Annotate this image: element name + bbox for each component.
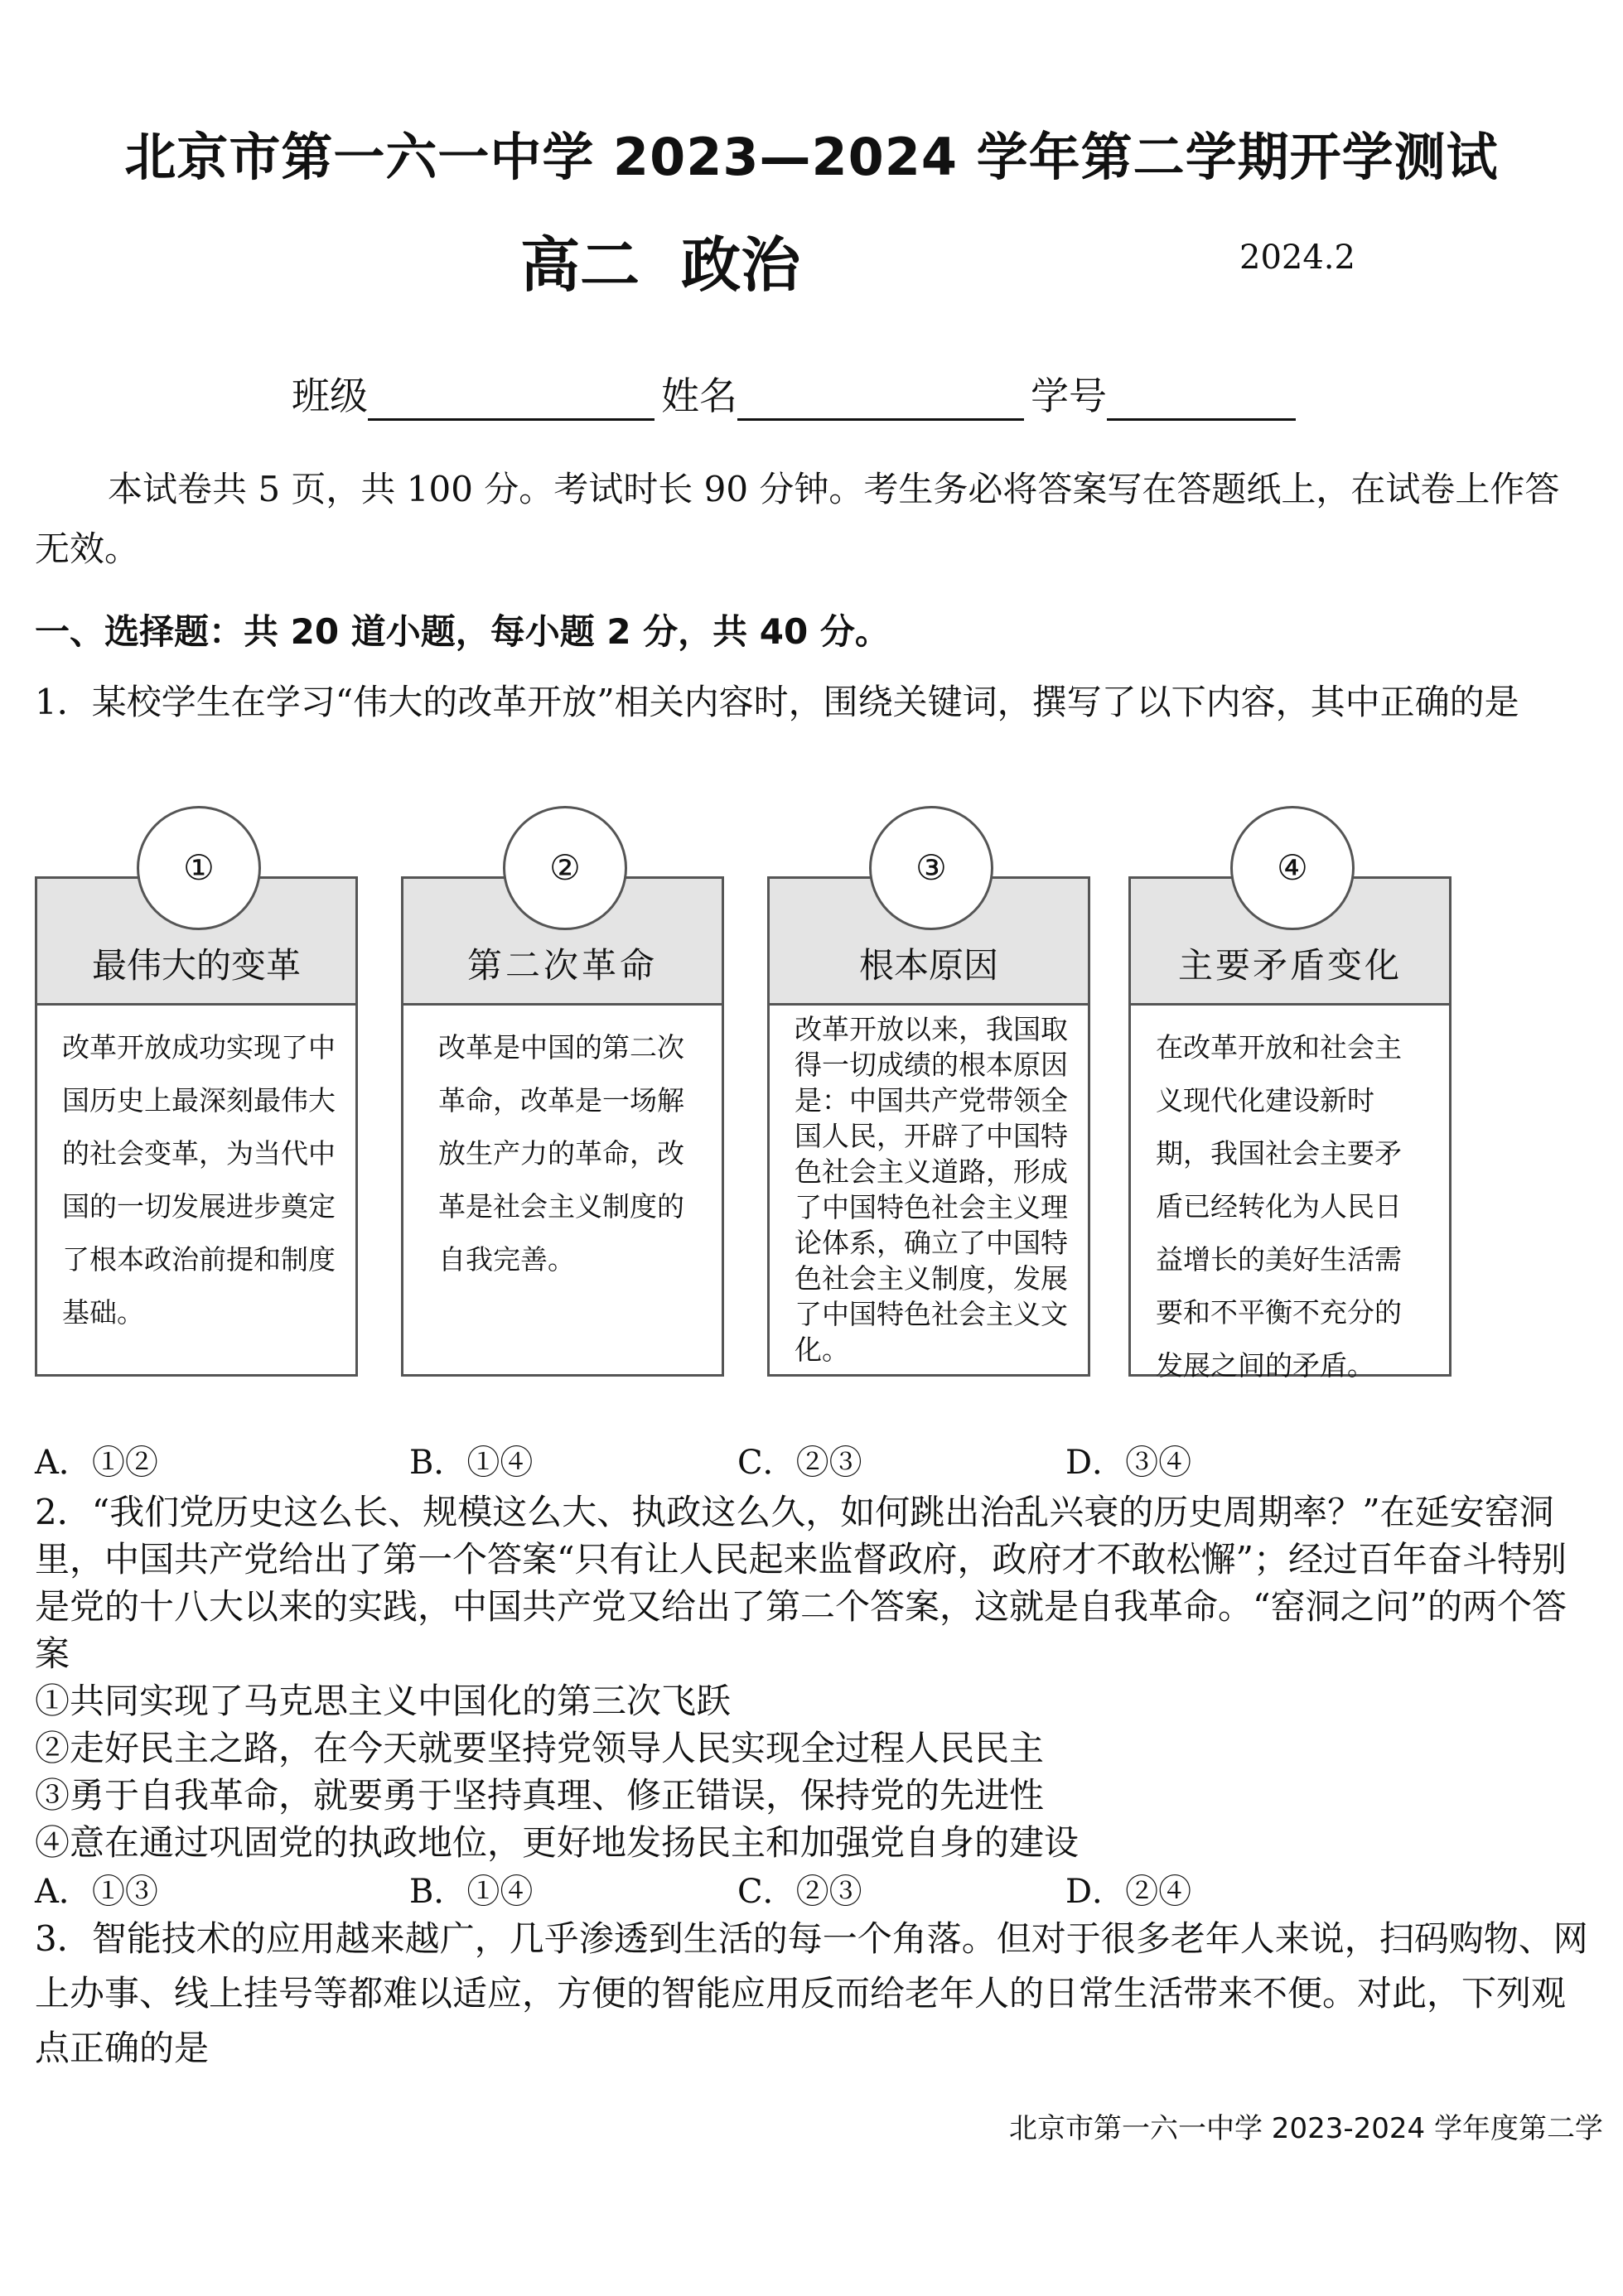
page-footer: 北京市第一六一中学 2023-2024 学年度第二学 xyxy=(1009,2112,1603,2145)
question-1-options xyxy=(35,1436,1592,1489)
concept-card-2 xyxy=(401,847,724,1377)
student-info-fields xyxy=(292,366,1302,421)
card-title: 最伟大的变革 xyxy=(91,945,301,986)
question-3-stem: 3．智能技术的应用越来越广，几乎渗透到生活的每一个角落。但对于很多老年人来说，扫码购物、网上办事、线上挂号等都难以适应，方便的智能应用反而给老年人的日常生活带来不便。对此，下列观点正确的是 xyxy=(35,1918,1588,2068)
section-heading: 一、选择题：共 20 道小题，每小题 2 分，共 40 分。 xyxy=(35,611,890,652)
card-number: ④ xyxy=(1230,806,1355,930)
subject-title: 高二 政治 xyxy=(520,230,801,300)
exam-instructions: 本试卷共 5 页，共 100 分。考试时长 90 分钟。考生务必将答案写在答题纸上，在试卷上作答无效。 xyxy=(35,469,1560,569)
option-c[interactable]: C．②③ xyxy=(737,1873,862,1911)
option-b[interactable]: B．①④ xyxy=(409,1444,534,1482)
card-text: 在改革开放和社会主义现代化建设新时期，我国社会主要矛盾已经转化为人民日益增长的美好生活需要和不平衡不充分的发展之间的矛盾。 xyxy=(1156,1031,1402,1382)
statement-4: ④意在通过巩固党的执政地位，更好地发扬民主和加强党自身的建设 xyxy=(35,1822,1080,1863)
class-blank xyxy=(368,380,655,421)
class-label: 班级 xyxy=(292,374,368,418)
question-2 xyxy=(35,1488,1592,1866)
question-2-options xyxy=(35,1865,1592,1918)
option-a[interactable]: A．①③ xyxy=(35,1873,158,1911)
student-id-blank xyxy=(1107,380,1296,421)
exam-title: 北京市第一六一中学 2023—2024 学年第二学期开学测试 xyxy=(124,127,1499,187)
card-title: 第二次革命 xyxy=(466,945,658,986)
option-d[interactable]: D．③④ xyxy=(1065,1444,1192,1482)
concept-card-1 xyxy=(35,847,358,1377)
name-blank xyxy=(737,380,1024,421)
statement-1: ①共同实现了马克思主义中国化的第三次飞跃 xyxy=(35,1681,732,1721)
card-number: ③ xyxy=(869,806,993,930)
option-b[interactable]: B．①④ xyxy=(409,1873,534,1911)
question-2-stem: 2．“我们党历史这么长、规模这么大、执政这么久，如何跳出治乱兴衰的历史周期率？”在延安窑洞里，中国共产党给出了第一个答案“只有让人民起来监督政府，政府才不敢松懈”；经过百年奋斗特别是党的十八大以来的实践，中国共产党又给出了第二个答案，这就是自我革命。“窑洞之问”的两个答案 xyxy=(35,1492,1567,1674)
card-number: ① xyxy=(137,806,261,930)
option-d[interactable]: D．②④ xyxy=(1065,1873,1192,1911)
card-text: 改革开放以来，我国取得一切成绩的根本原因是：中国共产党带领全国人民，开辟了中国特色社会主义道路，形成了中国特色社会主义理论体系，确立了中国特色社会主义制度，发展了中国特色社会主义文化。 xyxy=(795,1013,1068,1366)
concept-card-3 xyxy=(767,847,1090,1377)
card-number: ② xyxy=(503,806,627,930)
option-c[interactable]: C．②③ xyxy=(737,1444,862,1482)
student-id-label: 学号 xyxy=(1031,374,1107,418)
card-title: 根本原因 xyxy=(858,945,998,986)
card-text: 改革是中国的第二次革命，改革是一场解放生产力的革命，改革是社会主义制度的自我完善。 xyxy=(438,1031,684,1276)
card-text: 改革开放成功实现了中国历史上最深刻最伟大的社会变革，为当代中国的一切发展进步奠定了根本政治前提和制度基础。 xyxy=(62,1031,336,1329)
card-title: 主要矛盾变化 xyxy=(1177,945,1402,986)
name-label: 姓名 xyxy=(661,374,737,418)
option-a[interactable]: A．①② xyxy=(35,1444,158,1482)
concept-card-4 xyxy=(1128,847,1452,1382)
question-1-stem: 1．某校学生在学习“伟大的改革开放”相关内容时，围绕关键词，撰写了以下内容，其中正确的是 xyxy=(35,682,1519,722)
statement-2: ②走好民主之路，在今天就要坚持党领导人民实现全过程人民民主 xyxy=(35,1728,1045,1768)
statement-3: ③勇于自我革命，就要勇于坚持真理、修正错误，保持党的先进性 xyxy=(35,1775,1045,1816)
exam-date: 2024.2 xyxy=(1239,239,1355,277)
